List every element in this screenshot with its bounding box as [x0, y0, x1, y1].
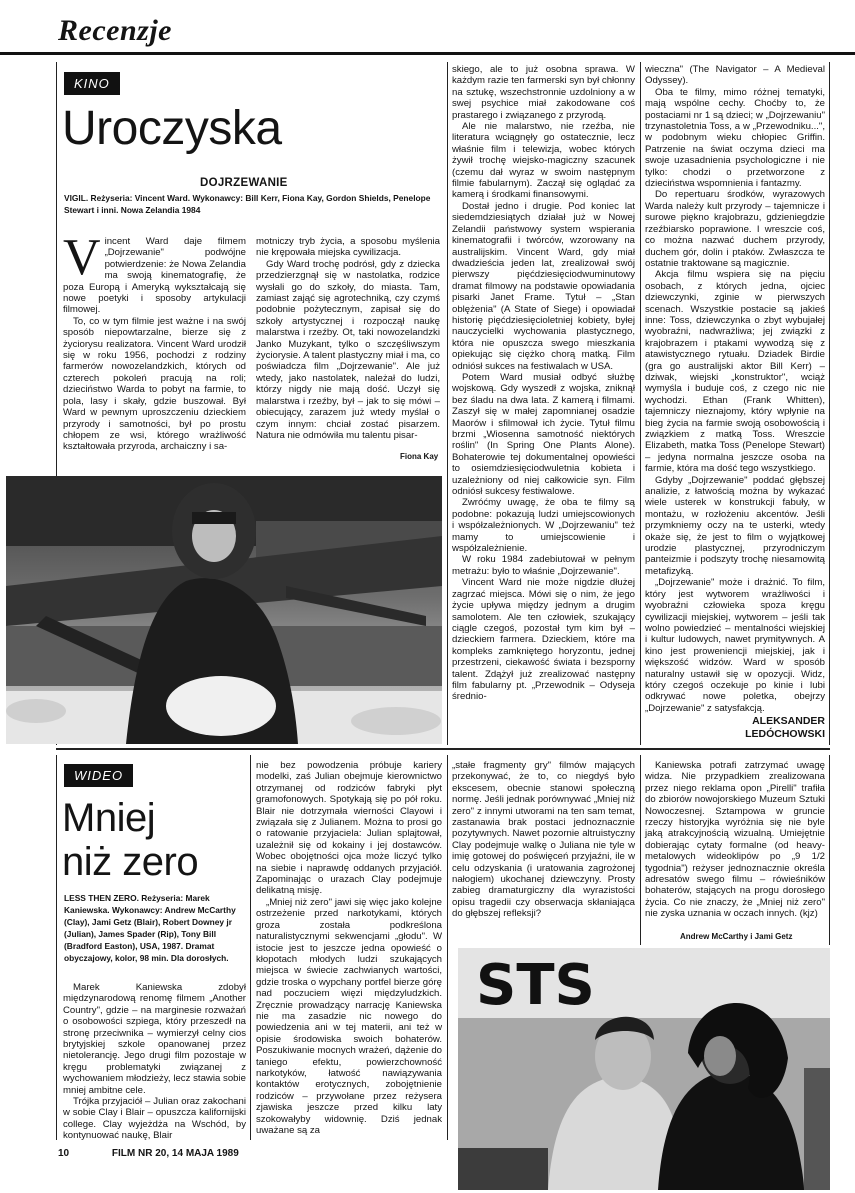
column-rule	[640, 62, 641, 745]
author-name	[645, 715, 825, 741]
paragraph: Marek Kaniewska zdobył międzynarodową renomę filmem „Another Country", gdzie – na marginesie rozważań o osobowości szpiega, który przeszedł na stronę przeciwnika – wymierzył celny cios brytyjskiej szkole opanowanej przez nietolerancję. Jego drugi film pozostaje w kręgu problematyki związanej z wychowaniem młodzieży, lecz stawia sobie mniej ambitne cele.	[63, 982, 246, 1096]
text-column	[452, 760, 635, 920]
section-header	[0, 0, 855, 55]
text-column	[63, 229, 246, 453]
column-rule	[829, 755, 830, 945]
column-rule	[447, 62, 448, 745]
paragraph: Kaniewska potrafi zatrzymać uwagę widza. Nie przypadkiem zrealizowana przez niego reklama opon „Pirelli" trafiła do zbiorów nowojorskiego Muzeum Sztuki Nowoczesnej. Sztampowa w gruncie rzeczy historyjka wyróżnia się nie byle jaką atrakcyjnością wizualną. Umiejętnie dobierając cytaty formalne (od heavy-metalowych wideoklipów po „9 1/2 tygodnia") reżyser jednoznacznie określa adresatów swego filmu – rówieśników bohaterów, stających na progu dorosłego życia. Co nie znaczy, że „Mniej niż zero" nie zyska uznania w oczach innych. (kjz)	[645, 760, 825, 920]
section-tag-wideo: WIDEO	[64, 764, 133, 787]
article-title: Uroczyska	[62, 102, 282, 155]
author-first-name: ALEKSANDER	[752, 715, 825, 727]
text-column	[63, 982, 246, 1142]
paragraph: Zwróćmy uwagę, że oba te filmy są podobne: pokazują ludzi umiejscowionych i współzależnionych. W „Dojrzewaniu" też mamy to umiejscowienie i współzależnienie.	[452, 497, 635, 555]
paragraph: Do repertuaru środków, wyrazowych Warda należy kult przyrody – tajemnicze i surowe piękno krajobrazu, gdzieniegdzie rzeźbiarsko poprawione. I wreszcie coś, co można nazwać duchem przyrody, duchem gór, dolin i ptaków. Zwłaszcza te ostatnie traktowane są magicznie.	[645, 189, 825, 269]
page-footer	[58, 1148, 279, 1159]
column-rule	[447, 755, 448, 1140]
page-number: 10	[58, 1148, 70, 1159]
column-rule	[829, 62, 830, 745]
paragraph: „Mniej niż zero" jawi się więc jako kolejne ostrzeżenie przed narkotykami, których groza została podkreślona naturalistycznymi sekwencjami „głodu". W istocie jest to jeszcze jedna opowieść o kłopotach młodych ludzi szukających miejsca w świecie zachwianych wartości, gdzie troska o wypchany portfel bierze górę nad poczuciem więzi międzyludzkich. Zręcznie prowadzący narrację Kaniewska nie ma zasadzie nic nowego do powiedzenia ani w tej materii, ani też w opisie środowiska swoich bohaterów. Poszukiwanie mocnych wrażeń, dążenie do taniego efektu, powierzchowność narkotyków, łatwość nawiązywania kontaktów erotycznych, zobojętnienie rodziców – przywołane przez reżysera zjawiska jeszcze przed kilku laty szokowałyby widownię. Dziś jednak uważane są za	[256, 896, 442, 1136]
text-column	[645, 760, 825, 920]
column-rule	[640, 755, 641, 945]
photo-caption: Andrew McCarthy i Jami Getz	[680, 932, 793, 941]
paragraph: „stałe fragmenty gry" filmów mających przekonywać, że to, co niegdyś było ekscesem, obecnie stanowi społeczną normę. Jeśli jednak porównywać „Mniej niż zero" z innymi utworami na ten sam temat, zastanawia brak postaci jednoznacznie pozytywnych. Nawet pozornie altruistyczny Clay podejmuje walkę o Juliana nie tyle w imię gotowej do poświęceń przyjaźni, ile w celu odzyskania (i uratowania zagrożonej nałogiem) ukochanej dziewczyny. Prosty zabieg dramaturgiczny dla wyrazistości opisu tragedii czy obserwacja skłaniająca do głębszej refleksji?	[452, 760, 635, 920]
film-credits: VIGIL. Reżyseria: Vincent Ward. Wykonawcy: Bill Kerr, Fiona Kay, Gordon Shields, Penelope Stewart i inni. Nowa Zelandia 1984	[64, 193, 431, 215]
film-still-photo	[6, 476, 442, 744]
text-column	[645, 64, 825, 714]
photo-sign-text: STS	[476, 953, 595, 1018]
paragraph: Akcja filmu wspiera się na pięciu osobach, z których jedna, ojciec dziewczynki, zginie w pierwszych scenach. Wszystkie postacie są jakieś inne: Toss, dziewczynka o zbyt wybujałej wyobraźni, nadwrażliwa; jej związki z krajobrazem i ptakami wywodzą się z atawistycznego rytuału. Dziadek Birdie (gra go australijski aktor Bill Kerr) – dziwak, wiejski „konstruktor", wciąż wymyśla i buduje coś, z czego nic nie wychodzi. Ethan (Frank Whitten), tajemniczy nieznajomy, który wpłynie na bieg życia na farmie swoją osobowością i związkiem z matką Toss. Wreszcie Elizabeth, matka Toss (Penelope Stewart) – jedyna normalna jeszcze osoba na farmie, która ma dość tego wszystkiego.	[645, 269, 825, 475]
paragraph: Gdyby „Dojrzewanie" poddać głębszej analizie, z łatwością można by wykazać wiele usterek w konstrukcji fabuły, w montażu, w rozłożeniu akcentów. Jeśli przymkniemy oczy na te usterki, wtedy okaże się, że jest to film o wyjątkowej urodzie plastycznej, przyrodniczym panteizmie i podszyty trochę niesamowitą metafizyką.	[645, 474, 825, 577]
section-title: Recenzje	[58, 14, 172, 47]
text-column	[256, 760, 442, 1136]
paragraph: Vincent Ward nie może nigdzie dłużej zagrzać miejsca. Mówi się o nim, że jego życie upływa między jednym a drugim samolotem. Ale ten człowiek, szukający ciągle czegoś, pozostał tym kim był – dzieckiem farmera. Dzieckiem, które ma kompleks zamkniętego horyzontu, jednej przestrzeni, ciekawość świata i bezsporny talent. Zdążył już zrealizować następny film fabularny pt. „Przewodnik – Odyseja średnio-	[452, 577, 635, 703]
paragraph: W roku 1984 zadebiutował w pełnym metrażu: było to właśnie „Dojrzewanie".	[452, 554, 635, 577]
author-last-name: LEDÓCHOWSKI	[745, 728, 825, 740]
column-rule	[56, 755, 57, 1140]
article-separator	[56, 748, 830, 750]
article-subtitle: DOJRZEWANIE	[200, 177, 288, 189]
article-title-line2: niż zero	[62, 840, 199, 884]
text-column	[452, 64, 635, 703]
paragraph: To, co w tym filmie jest ważne i na swój sposób niepowtarzalne, bierze się z życiorysu realizatora. Vincent Ward urodził się w roku 1956, pochodzi z rodziny farmerów nowozelandzkich, których od czterech pokoleń pracują na roli; dzieciństwo Warda to pobyt na farmie, to pola, lasy i skały, gdzie buszował. Był Ward w pewnym uproszczeniu dzieckiem przyrody i samotności, był po prostu chłopem ze wsi, którego wrażliwość kształtowała przyroda, archaiczny i sa-	[63, 315, 246, 453]
photo-signature: Fiona Kay	[400, 452, 439, 461]
paragraph: incent Ward daje filmem „Dojrzewanie" podwójne potwierdzenie: że Nowa Zelandia ma swoją kinematografię, że poza Europą i Ameryką wykształcają się nowe poetyki i sposoby artykulacji filmowej.	[63, 236, 246, 316]
text-column	[256, 236, 440, 441]
paragraph: motniczy tryb życia, a sposobu myślenia nie krępowała miejska cywilizacja.	[256, 236, 440, 259]
paragraph: Potem Ward musiał odbyć służbę wojskową. Gdy wyszedł z wojska, zniknął bez śladu na dwa lata. Z kamerą i filmami. Zaszył się w małej zapomnianej osadzie Maorów i sfilmował ich życie. Tytuł filmu brzmi „Wiosenna samotność niektórych roślin" (In Spring One Plants Alone). Bohaterowie tej dokumentalnej opowieści to osiemdziesięciodwuletnia kobieta i uzależniony od niej całkowicie syn. Film odniósł sukcesy festiwalowe.	[452, 371, 635, 498]
paragraph: Gdy Ward trochę podrósł, gdy z dziecka przedzierzgnął się w nastolatka, rodzice wysłali go do szkoły, do miasta. Tam, zamiast zająć się agrotechniką, czy czymś podobnie pożytecznym, zapisał się do szkoły artystycznej i rozpoczął naukę malarstwa i rzeźby. Ot, taki nowozelandzki Janko Muzykant, tylko o szczęśliwszym życiorysie. A talent plastyczny miał i ma, co poświadcza film „Dojrzewanie". Ale już wtedy, jako nastolatek, należał do ludzi, którzy nigdy nie mają dość. Uczył się malarstwa i rzeźby, był – jak to się mówi – obiecujący, zarazem już wtedy myślał o czym innym: chciał zostać pisarzem. Natura nie odmówiła mu talentu pisar-	[256, 258, 440, 441]
film-credits: LESS THEN ZERO. Reżyseria: Marek Kaniewska. Wykonawcy: Andrew McCarthy (Clay), Jami Getz (Blair), Robert Downey jr (Julian), James Spader (Rip), Tony Bill (Bradford Easton), USA, 1987. Dramat obyczajowy, kolor, 98 min. Dla dorosłych.	[64, 893, 236, 963]
paragraph: nie bez powodzenia próbuje kariery modelki, zaś Julian obejmuje kierownictwo otrzymanej od rodziców fabryki płyt gramofonowych. Spotykają się po pół roku. Blair nie dotrzymała wierności Clayowi i związała się z Julianem. Można to prosi go o ratowanie przyjaciela: Julian splajtował, uzależnił się od kokainy i jej dostawców. Wobec obojętności ojca może liczyć tylko na siebie i naprawdę oddanych przyjaciół. Zapominając o urazach Clay podejmuje delikatną misję.	[256, 760, 442, 897]
paragraph: Trójka przyjaciół – Julian oraz zakochani w sobie Clay i Blair – opuszcza kalifornijski college. Clay wyjeżdża na Wschód, by kontynuować naukę, Blair	[63, 1096, 246, 1142]
drop-cap: V	[63, 229, 101, 286]
paragraph: Oba te filmy, mimo różnej tematyki, mają wspólne cechy. Choćby to, że postaciami nr 1 są dzieci; w „Dojrzewaniu" trzynastoletnia Toss, a w „Przewodniku...", w podobnym wieku chłopiec Griffin. Patrzenie na świat oczyma dzieci ma swoje uzasadnienia psychologiczne i nie tylko: chodzi o przetworzone z dzieciństwa wspomnienia i fantazmy.	[645, 86, 825, 190]
film-still-photo	[458, 948, 830, 1190]
paragraph: skiego, ale to już osobna sprawa. W każdym razie ten farmerski syn był chłonny na sztukę, wszechstronnie uzdolniony a w swej psychice miał zakodowane coś prastarego i związanego z przyrodą.	[452, 64, 635, 121]
paragraph: „Dojrzewanie" może i drażnić. To film, który jest wytworem wrażliwości i wyobraźni człowieka spoza kręgu cywilizacji miejskiej, wytworem – jeśli tak wolno powiedzieć – mentalności wiejskiej i kultur ludowych, nawet prymitywnych. A kino jest proweniencji miejskiej, jak i większość widzów. Ward w sposób naturalny ustawił się w opozycji. Widz, który czegoś oczekuje po kinie i lubi odkrywać nowe poletka, obejrzy „Dojrzewanie" z satysfakcją.	[645, 577, 825, 714]
section-tag-kino: KINO	[64, 72, 120, 95]
paragraph: wieczna" (The Navigator – A Medieval Odyssey).	[645, 64, 825, 87]
paragraph: Dostał jedno i drugie. Pod koniec lat siedemdziesiątych działał już w Nowej Zelandii państwowy system wspierania kinematografii i twórców, wzorowany na australijskim. Vincent Ward, gdy miał dwadzieścia jeden lat, zrealizował swój pierwszy pięćdziesięciodwuminutowy dramat filmowy na podstawie opowiadania pisarki Janet Frame. Tytuł – „Stan oblężenia" (A State of Siege) i opowiadał historię pięćdziesięcioletniej kobiety, byłej nauczycielki wychowania plastycznego, która nie opuszcza swego mieszkania opiekując się ciężko chorą matką. Film odniósł sukces na festiwalach w USA.	[452, 200, 635, 372]
article-title-line1: Mniej	[62, 796, 156, 840]
paragraph: Ale nie malarstwo, nie rzeźba, nie literatura wciągnęły go ostatecznie, lecz właśnie film i telewizja, wobec których żywił trochę wiejsko-magiczny szacunek (czemu dał wyraz w swoim następnym filmie fabularnym). Zaczął się oglądać za kamerą i środkami finansowymi.	[452, 121, 635, 201]
issue-info: FILM NR 20, 14 MAJA 1989	[111, 1148, 239, 1159]
column-rule	[250, 755, 251, 1140]
